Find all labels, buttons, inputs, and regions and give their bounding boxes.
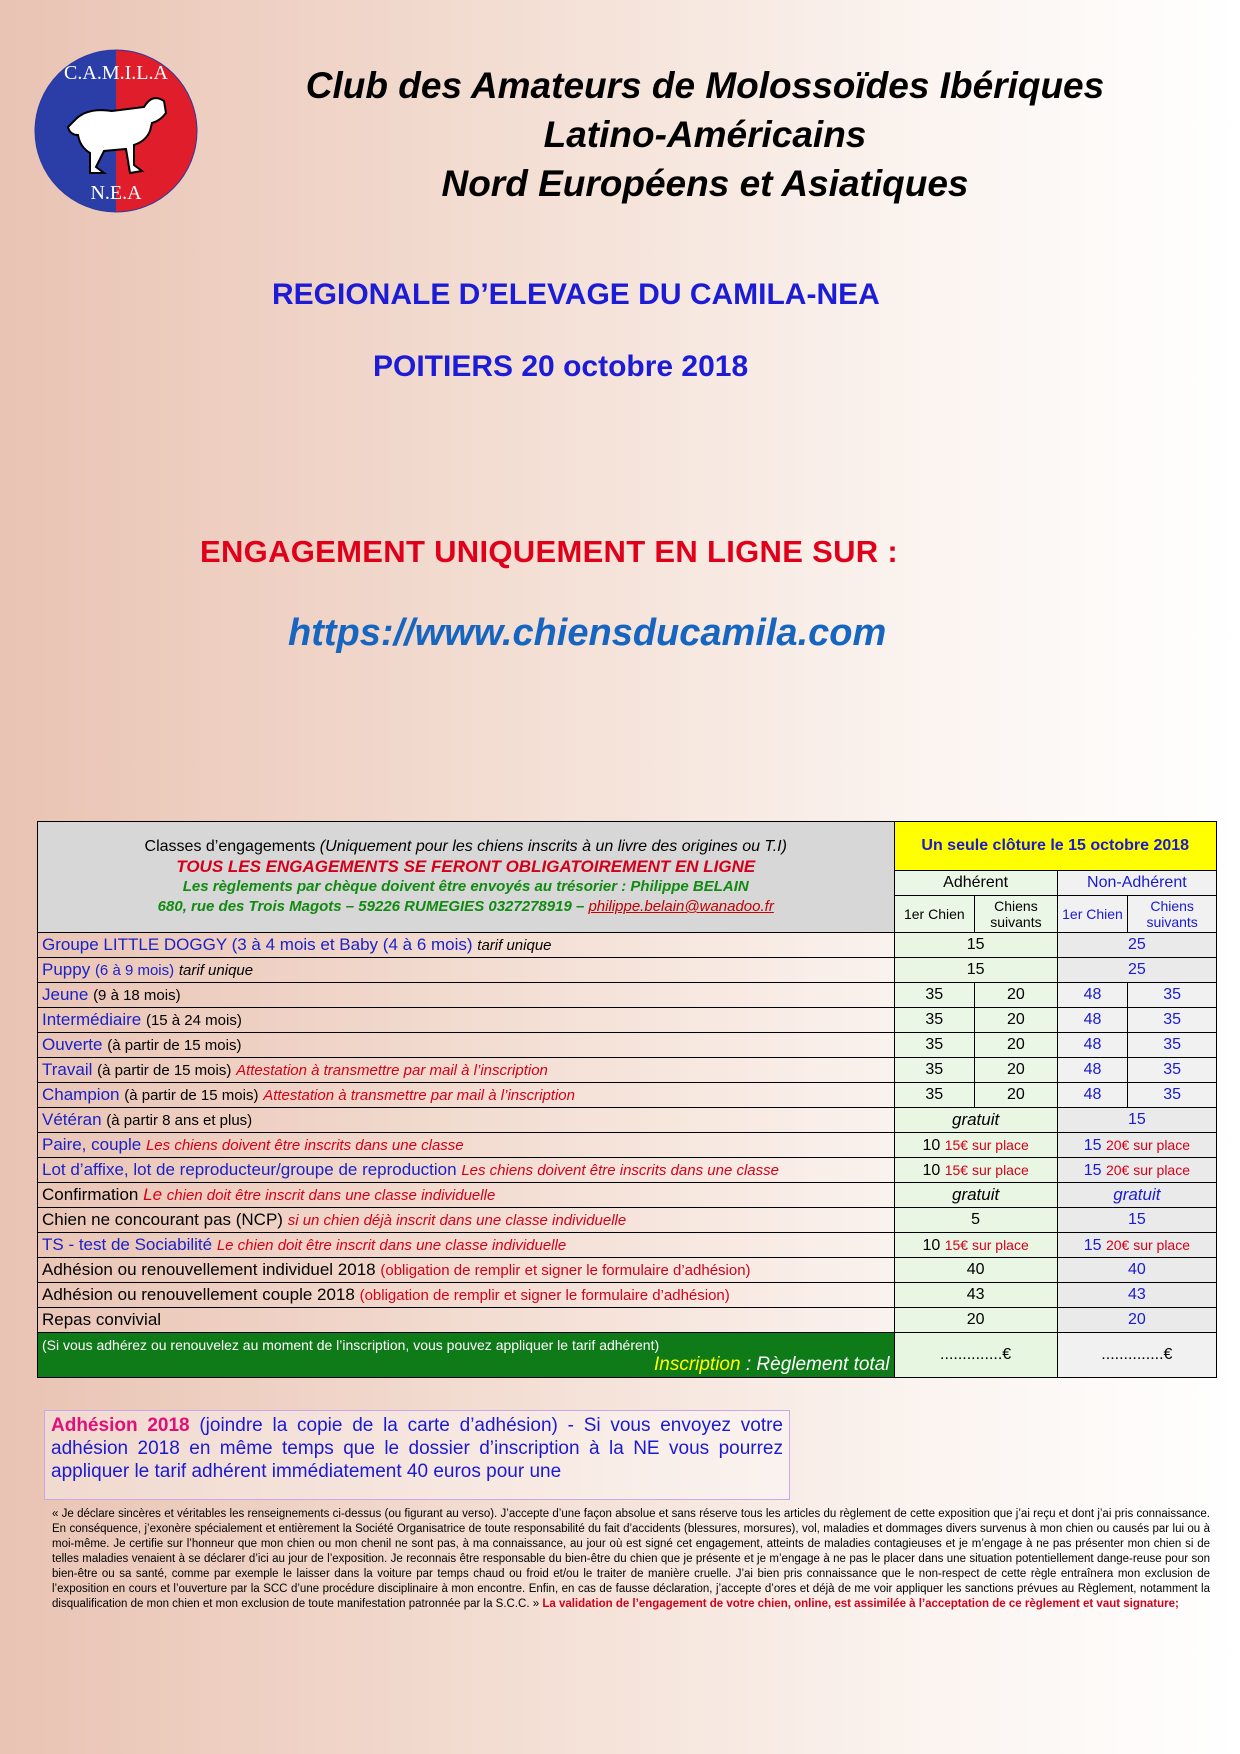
table-row: Intermédiaire (15 à 24 mois) 35 20 48 35 bbox=[38, 1008, 1217, 1033]
col-non-adherent: Non-Adhérent bbox=[1057, 871, 1216, 896]
fees-table bbox=[37, 821, 1217, 1378]
validation-notice: La validation de l’engagement de votre chien, online, est assimilée à l’acceptation de ce règlement et vaut signature; bbox=[542, 1598, 1179, 1610]
table-row: Groupe LITTLE DOGGY (3 à 4 mois et Baby (4 à 6 mois) tarif unique 15 25 bbox=[38, 933, 1217, 958]
table-row: Confirmation Le chien doit être inscrit dans une classe individuelle gratuit gratuit bbox=[38, 1183, 1217, 1208]
event-place-date: POITIERS 20 octobre 2018 bbox=[373, 350, 749, 383]
footer-note: (Si vous adhérez ou renouvelez au moment de l’inscription, vous pouvez appliquer le tarif adhérent) bbox=[42, 1337, 660, 1353]
registration-link[interactable]: https://www.chiensducamila.com bbox=[288, 612, 887, 654]
table-row: Adhésion ou renouvellement couple 2018 (obligation de remplir et signer le formulaire d’adhésion) 43 43 bbox=[38, 1283, 1217, 1308]
adhesion-box bbox=[44, 1410, 790, 1500]
table-row: TS - test de Sociabilité Le chien doit être inscrit dans une classe individuelle 10 15€ sur place 15 20€ sur place bbox=[38, 1233, 1217, 1258]
table-row: Champion (à partir de 15 mois) Attestation à transmettre par mail à l’inscription 35 20 48 35 bbox=[38, 1083, 1217, 1108]
table-row: Vétéran (à partir 8 ans et plus) gratuit 15 bbox=[38, 1108, 1217, 1133]
total-adherent-field[interactable]: ..............€ bbox=[894, 1333, 1057, 1378]
total-non-adherent-field[interactable]: ..............€ bbox=[1057, 1333, 1216, 1378]
sub-first-dog-non: 1er Chien bbox=[1057, 896, 1128, 933]
table-row: Jeune (9 à 18 mois) 35 20 48 35 bbox=[38, 983, 1217, 1008]
adhesion-text: (joindre la copie de la carte d’adhésion) - Si vous envoyez votre adhésion 2018 en même temps que le dossier d’inscription à la NE vous pourrez appliquer le tarif adhérent immédiatement 40 euros pour une bbox=[51, 1415, 784, 1482]
table-row: Puppy (6 à 9 mois) tarif unique 15 25 bbox=[38, 958, 1217, 983]
table-row: Lot d’affixe, lot de reproducteur/groupe de reproduction Les chiens doivent être inscrits dans une classe 10 15€ sur place 15 20€ sur place bbox=[38, 1158, 1217, 1183]
camila-logo bbox=[34, 49, 198, 213]
total-label: Inscription bbox=[653, 1354, 741, 1375]
table-row: Ouverte (à partir de 15 mois) 35 20 48 35 bbox=[38, 1033, 1217, 1058]
table-row: Paire, couple Les chiens doivent être inscrits dans une classe 10 15€ sur place 15 20€ sur place bbox=[38, 1133, 1217, 1158]
table-row: Chien ne concourant pas (NCP) si un chien déjà inscrit dans une classe individuelle 5 15 bbox=[38, 1208, 1217, 1233]
table-row: Adhésion ou renouvellement individuel 2018 (obligation de remplir et signer le formulaire d’adhésion) 40 40 bbox=[38, 1258, 1217, 1283]
logo-top-text: C.A.M.I.L.A bbox=[64, 62, 168, 84]
table-footer: (Si vous adhérez ou renouvelez au moment de l’inscription, vous pouvez appliquer le tarif adhérent) Inscription : Règlement total ..............€ ..............€ bbox=[38, 1333, 1217, 1378]
club-name-line1: Club des Amateurs de Molossoïdes Ibériques bbox=[305, 65, 1105, 106]
club-name-line2: Latino-Américains bbox=[543, 114, 867, 155]
closing-date: Un seule clôture le 15 octobre 2018 bbox=[894, 822, 1217, 871]
table-row: Travail (à partir de 15 mois) Attestation à transmettre par mail à l’inscription 35 20 48 35 bbox=[38, 1058, 1217, 1083]
adhesion-title: Adhésion 2018 bbox=[51, 1415, 190, 1436]
event-title: REGIONALE D’ELEVAGE DU CAMILA-NEA bbox=[272, 278, 880, 311]
col-adherent: Adhérent bbox=[894, 871, 1057, 896]
club-name-line3: Nord Européens et Asiatiques bbox=[441, 163, 969, 204]
table-header-info: Classes d’engagements (Uniquement pour les chiens inscrits à un livre des origines ou T.I) TOUS LES ENGAGEMENTS SE FERONT OBLIGATOIREMENT EN LIGNE Les règlements par chèque doivent être envoyés au trésorier : Philippe BELAIN 680, rue des Trois Magots – 59226 RUMEGIES 0327278919 – philippe.belain@wanadoo.fr bbox=[38, 822, 895, 933]
logo-bottom-text: N.E.A bbox=[90, 182, 142, 204]
engagement-notice: ENGAGEMENT UNIQUEMENT EN LIGNE SUR : bbox=[200, 534, 898, 569]
sub-first-dog: 1er Chien bbox=[894, 896, 975, 933]
sub-next-dogs: Chiens suivants bbox=[975, 896, 1058, 933]
table-row: Repas convivial 20 20 bbox=[38, 1308, 1217, 1333]
sub-next-dogs-non: Chiens suivants bbox=[1128, 896, 1217, 933]
treasurer-email[interactable]: philippe.belain@wanadoo.fr bbox=[588, 898, 774, 915]
legal-declaration: « Je déclare sincères et véritables les renseignements ci-dessus (ou figurant au verso). J’accepte d’une façon absolue et sans réserve tous les articles du règlement de cette exposition que j’ai reçu et dont j’ai pris connaissance. En conséquence, j’exonère spécialement et entièrement la Société Organisatrice de toute responsabilité du fait d’accidents (blessures, morsures), vol, maladies et dommages divers survenus à mon chien ou causés par lui ou à moi-même. Je certifie sur l’honneur que mon chien ou mon chenil ne sont pas, à ma connaissance, au jour où est signé cet engagement, atteints de maladies contagieuses et je m’engage à ne pas présenter mon chien si de telles maladies venaient à se déclarer d’ici au jour de l’exposition. Je reconnais être responsable du bien-être du chien que je présente et je m’engage à ne pas le placer dans une situation potentiellement dange-reuse pour son bien-être ou sa santé, comme par exemple le laisser dans la voiture par temps chaud ou froid et/ou le traiter de manière cruelle. J’ai bien pris connaissance que le non-respect de cette règle entraînera mon exclusion de l’exposition en cours et l’ouverture par la SCC d’une procédure disciplinaire à mon encontre. Enfin, en cas de fausse déclaration, j’accepte d’ores et déjà de me voir appliquer les sanctions prévues au Règlement, notamment la disqualification de mon chien et mon exclusion de toute manifestation patronnée par la S.C.C. » La validation de l’engagement de votre chien, online, est assimilée à l’acceptation de ce règlement et vaut signature; bbox=[52, 1508, 1210, 1610]
